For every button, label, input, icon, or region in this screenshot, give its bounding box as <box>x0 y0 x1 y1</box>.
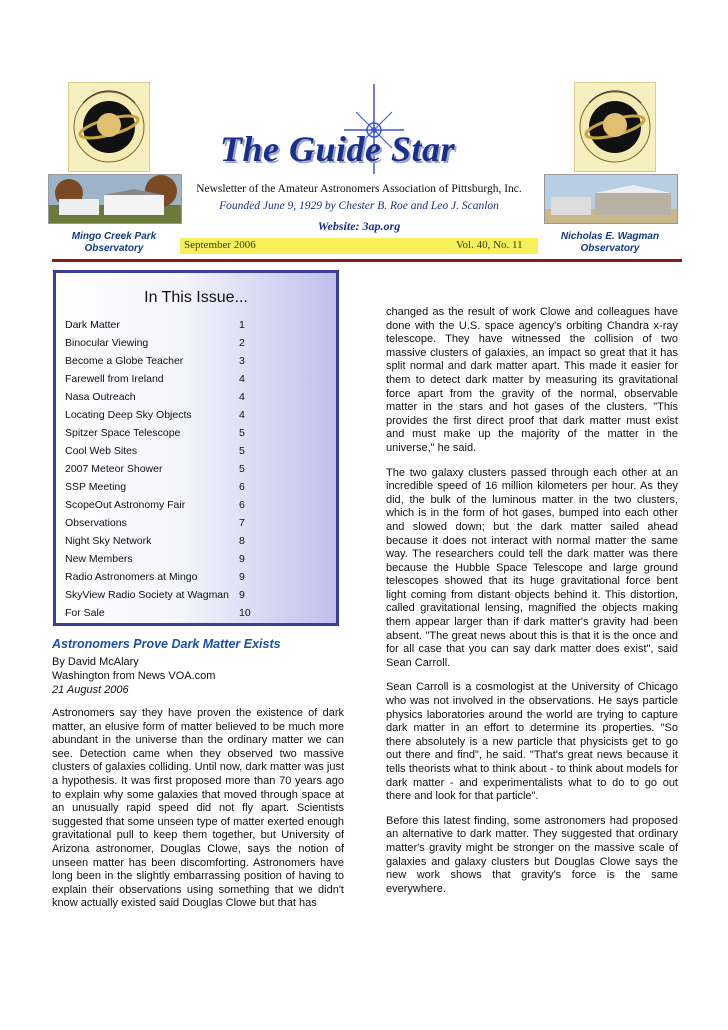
toc-item[interactable] <box>65 535 325 553</box>
toc-item[interactable] <box>65 355 325 373</box>
toc-item-page: 5 <box>239 445 245 457</box>
toc-item-page: 5 <box>239 463 245 475</box>
left-observatory-caption: Mingo Creek Park Observatory <box>71 231 157 254</box>
newsletter-title: The Guide Star <box>220 129 456 169</box>
toc-title: In This Issue... <box>144 289 248 306</box>
toc-item[interactable] <box>65 445 325 463</box>
issue-volume: Vol. 40, No. 11 <box>456 239 523 251</box>
article-paragraph: changed as the result of work Clowe and colleagues have done with the U.S. space agency's orbiting Chandra x-ray telescope. They have witnessed the collision of two massive clusters of galaxies, an impact so great that it has split normal and dark matter apart. This made it easier for them to detect dark matter by measuring its gravitational force apart from the gravity of the normal, observable matter in the stars and hot gases of the clusters. "This provides the first direct proof that dark matter must exist and must make up the majority of the matter in the universe," he said. <box>386 306 678 454</box>
toc-item[interactable] <box>65 481 325 499</box>
toc-item-page: 7 <box>239 517 245 529</box>
toc-item-title: Radio Astronomers at Mingo <box>65 571 198 583</box>
issue-date: September 2006 <box>184 239 256 251</box>
toc-item-page: 4 <box>239 391 245 403</box>
article-column-left <box>52 707 344 922</box>
toc-item-title: Binocular Viewing <box>65 337 149 349</box>
right-observatory-caption: Nicholas E. Wagman Observatory <box>560 231 660 254</box>
toc-item-page: 5 <box>239 427 245 439</box>
toc-item[interactable] <box>65 553 325 571</box>
toc-item[interactable] <box>65 499 325 517</box>
website-line: Website: 3ap.org <box>317 219 401 233</box>
toc-item-title: ScopeOut Astronomy Fair <box>65 499 186 511</box>
toc-item[interactable] <box>65 517 325 535</box>
toc-item[interactable] <box>65 607 325 625</box>
toc-item-title: Dark Matter <box>65 319 120 331</box>
toc-item-title: Nasa Outreach <box>65 391 136 403</box>
article-author: By David McAlary <box>52 656 139 668</box>
toc-item-title: 2007 Meteor Shower <box>65 463 163 475</box>
article-paragraph: Sean Carroll is a cosmologist at the University of Chicago who was not involved in the observations. He says particle physics laboratories around the world are trying to capture dark matter in an effort to determine its properties. "So there absolutely is a new particle that physicists get to go out there and find", he said. "That's great news because it tells theorists what to think about - to think about models for dark matter - and experimentalists what to do to go out there and look for that particle". <box>386 681 678 803</box>
article-paragraph: Before this latest finding, some astronomers had proposed an alternative to dark matter. They suggested that ordinary matter's gravity might be stronger on the massive scale of galaxies and galaxy clusters but Douglas Clowe says the new work shows that gravity's force is the same everywhere. <box>386 814 678 895</box>
toc-item-title: Become a Globe Teacher <box>65 355 184 367</box>
issue-band <box>180 238 538 254</box>
toc-item-page: 6 <box>239 481 245 493</box>
toc-item-page: 2 <box>239 337 245 349</box>
toc-item[interactable] <box>65 337 325 355</box>
toc-item[interactable] <box>65 409 325 427</box>
toc-item-title: Night Sky Network <box>65 535 152 547</box>
article-column-right <box>386 306 678 907</box>
toc-item[interactable] <box>65 589 325 607</box>
toc-item[interactable] <box>65 463 325 481</box>
toc-item-title: For Sale <box>65 607 105 619</box>
toc-item-title: New Members <box>65 553 133 565</box>
toc-item[interactable] <box>65 571 325 589</box>
toc-item-page: 10 <box>239 607 251 619</box>
association-seal-right <box>574 82 656 172</box>
toc-item[interactable] <box>65 319 325 337</box>
toc-item-title: SSP Meeting <box>65 481 127 493</box>
toc-item-page: 8 <box>239 535 245 547</box>
in-this-issue-box <box>53 270 339 626</box>
toc-item-page: 9 <box>239 571 245 583</box>
toc-item[interactable] <box>65 391 325 409</box>
toc-item-title: SkyView Radio Society at Wagman <box>65 589 229 601</box>
toc-item-title: Spitzer Space Telescope <box>65 427 181 439</box>
toc-item-title: Observations <box>65 517 127 529</box>
toc-item-page: 3 <box>239 355 245 367</box>
article-paragraph: The two galaxy clusters passed through each other at an incredible speed of 16 million kilometers per hour. As they did, the bulk of the luminous matter in the two clusters, which is in the form of hot gases, bumped into each other and slowed down; but the dark matter sailed ahead because it does not interact with normal matter the same way. The researchers could tell the dark matter was there because the Hubble Space Telescope and large ground telescopes showed that its huge gravitational force bent light coming from distant objects behind it. This distortion, called gravitational lensing, magnified the objects making them appear larger than if dark matter's gravity had been absent. "The great news about this is that it is the once and for all case that you can say dark matter does exist", said Sean Carroll. <box>386 466 678 669</box>
toc-item-page: 4 <box>239 409 245 421</box>
toc-item-page: 9 <box>239 553 245 565</box>
founded-line: Founded June 9, 1929 by Chester B. Roe and Leo J. Scanlon <box>219 200 499 212</box>
toc-item-page: 1 <box>239 319 245 331</box>
toc-item-title: Cool Web Sites <box>65 445 138 457</box>
article-source: Washington from News VOA.com <box>52 670 216 682</box>
wagman-observatory-photo <box>544 174 678 224</box>
association-seal-left <box>68 82 150 172</box>
newsletter-subtitle: Newsletter of the Amateur Astronomers Association of Pittsburgh, Inc. <box>196 183 522 195</box>
toc-item-title: Locating Deep Sky Objects <box>65 409 192 421</box>
header-rule <box>52 259 682 262</box>
article-date: 21 August 2006 <box>52 684 129 696</box>
toc-item-page: 4 <box>239 373 245 385</box>
toc-item-title: Farewell from Ireland <box>65 373 164 385</box>
toc-item-page: 9 <box>239 589 245 601</box>
article-paragraph: Astronomers say they have proven the existence of dark matter, an elusive form of matter believed to be much more abundant in the universe than the ordinary matter we can see. Detection came when they observed two massive clusters of galaxies colliding. Until now, dark matter was just a hypothesis. It was first proposed more than 70 years ago to explain why some galaxies that moved through space at an unusually rapid speed did not fly apart. Scientists suggested that some unseen type of matter exerted enough gravitational pull to keep them together, but University of Arizona astronomer, Douglas Clowe, says the notion of unseen matter has been discomforting. Astronomers have long been in the slightly embarrassing position of having to explain their observations using something that we didn't know actually existed said Douglas Clowe but that has <box>52 707 344 910</box>
toc-item[interactable] <box>65 427 325 445</box>
toc-item-page: 6 <box>239 499 245 511</box>
mingo-observatory-photo <box>48 174 182 224</box>
toc-item[interactable] <box>65 373 325 391</box>
article-title: Astronomers Prove Dark Matter Exists <box>52 637 281 651</box>
